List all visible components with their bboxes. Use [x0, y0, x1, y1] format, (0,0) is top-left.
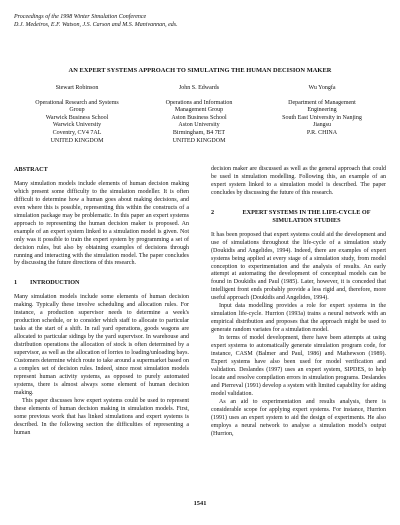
right-column — [211, 166, 386, 439]
paragraph: Many simulation models include some elements of human decision making. Typically these involve scheduling and allocation rules. For instance, a production supervisor needs to determine a week's production schedule, or to consider which staff to allocate to particular tasks at the start of a shift. In rail yard operations, goods wagons are allocated to particular sidings by the yard supervisor. In warehouse and distribution operations the allocation of stock is often determined by a supervisor, as well as the allocation of lorries to loading/unloading bays. Customers determine which route to take around a supermarket based on a complex set of decision rules. Indeed, since most simulation models represent human activity systems, as opposed to purely automated systems, there is almost always some element of human decision making. — [14, 294, 189, 396]
author-block — [143, 85, 255, 145]
author-name: Wu Yongfa — [308, 85, 336, 91]
left-column — [14, 166, 189, 438]
affiliation-line: Management Group — [174, 107, 224, 114]
affiliation-line: Jiangsu — [313, 122, 331, 129]
paper-title: AN EXPERT SYSTEMS APPROACH TO SIMULATING THE HUMAN DECISION MAKER — [68, 67, 332, 74]
abstract-text: Many simulation models include elements of human decision making which present some difficulty to the simulation modeller. It is often difficult to determine how a human goes about making decisions, and even where this is possible, representing this within the constructs of a simulation package may be problematic. In this paper an expert systems approach to representing the human decision maker is proposed. An example of an expert system linked to a simulation model is given. Not only was it possible to train the expert system by programming a set of decision rules, but also by obtaining examples of decisions through running and interacting with the simulation model. The paper concludes by discussing the future directions of this research. — [14, 180, 189, 267]
proceedings-header — [14, 13, 384, 29]
paragraph: It has been proposed that expert systems could aid the development and use of simulations throughout the life-cycle of a simulation study (Doukidis and Angelides, 1994). Indeed, there are examples of expert systems being applied at every stage of a simulation study, from model conception to experimentation and the analysis of results. An early attempt at automating the development of conceptual models can be found in Doukidis and Paul (1985). Later, however, it is conceded that intelligent front ends probably provide a less rigid and, therefore, more useful approach (Doukidis and Angelides, 1994). — [211, 231, 386, 302]
author-name: John S. Edwards — [178, 85, 220, 91]
paragraph: In terms of model development, there have been attempts at using expert systems to automatically generate simulation program code, for instance, CASM (Balmer and Paul, 1986) and Mathewson (1989). Expert systems have also been used for model verification and validation. Deslandes (1997) uses an expert system, SIPDES, to help locate and resolve compilation errors in simulation programs. Deslandes and Pierreval (1991) develop a system with limited capability for aiding model validation. — [211, 335, 386, 397]
editors-line: D.J. Medeiros, E.F. Watson, J.S. Carson and M.S. Manivannan, eds. — [14, 22, 178, 28]
affiliation-line: Group — [69, 107, 85, 114]
section-number: 1 — [14, 279, 18, 287]
affiliation-line: UNITED KINGDOM — [172, 137, 226, 144]
paragraph: This paper discusses how expert systems could be used to represent these elements of human decision making in simulation models. First, some previous work that has linked simulations and expert systems is described. In the following section the difficulties of representing a human — [14, 397, 189, 436]
author-name: Stewart Robinson — [55, 85, 99, 91]
affiliation-line: Coventry, CV4 7AL — [52, 129, 102, 136]
affiliation-line: Warwick University — [52, 122, 102, 129]
paragraph: As an aid to experimentation and results analysis, there is considerable scope for applying expert systems. For instance, Hurrion (1991) uses an expert system to aid the design of experiments. He also employs a neural network to analyse a simulation model's output (Hurrion, — [211, 398, 386, 437]
affiliation-line: Aston University — [178, 122, 220, 129]
section-heading — [211, 209, 386, 225]
paragraph: Input data modelling provides a role for expert systems in the simulation life-cycle. Hurrion (1993a) trains a neural network with an empirical distribution and proposes that the approach might be used to generate random variates for a simulation model. — [211, 303, 386, 334]
page-number: 1541 — [193, 500, 207, 507]
affiliation-line: P.R. CHINA — [306, 129, 338, 136]
author-block — [262, 85, 382, 138]
proceedings-line: Proceedings of the 1998 Winter Simulation Conference — [14, 14, 147, 20]
affiliation-line: Engineering — [307, 107, 337, 114]
affiliation-line: Warwick Business School — [45, 114, 109, 121]
section-number: 2 — [211, 208, 215, 216]
affiliation-line: Department of Management — [288, 99, 356, 106]
author-block — [22, 85, 132, 145]
abstract-heading: ABSTRACT — [14, 166, 48, 173]
affiliation-line: UNITED KINGDOM — [50, 137, 104, 144]
affiliation-line: Operational Research and Systems — [35, 99, 119, 106]
affiliation-line: South East University in Nanjing — [282, 114, 362, 121]
section-title: INTRODUCTION — [30, 279, 80, 287]
section-title: EXPERT SYSTEMS IN THE LIFE-CYCLE OF SIMULATION STUDIES — [242, 208, 371, 224]
affiliation-line: Aston Business School — [171, 114, 227, 121]
affiliation-line: Birmingham, B4 7ET — [172, 129, 226, 136]
paragraph: decision maker are discussed as well as the general approach that could be used in simulation modelling. Following this, an example of an expert system linked to a simulation model is described. The paper concludes by discussing the future of this research. — [211, 166, 386, 196]
affiliation-line: Operations and Information — [165, 99, 233, 106]
section-heading — [14, 279, 189, 287]
